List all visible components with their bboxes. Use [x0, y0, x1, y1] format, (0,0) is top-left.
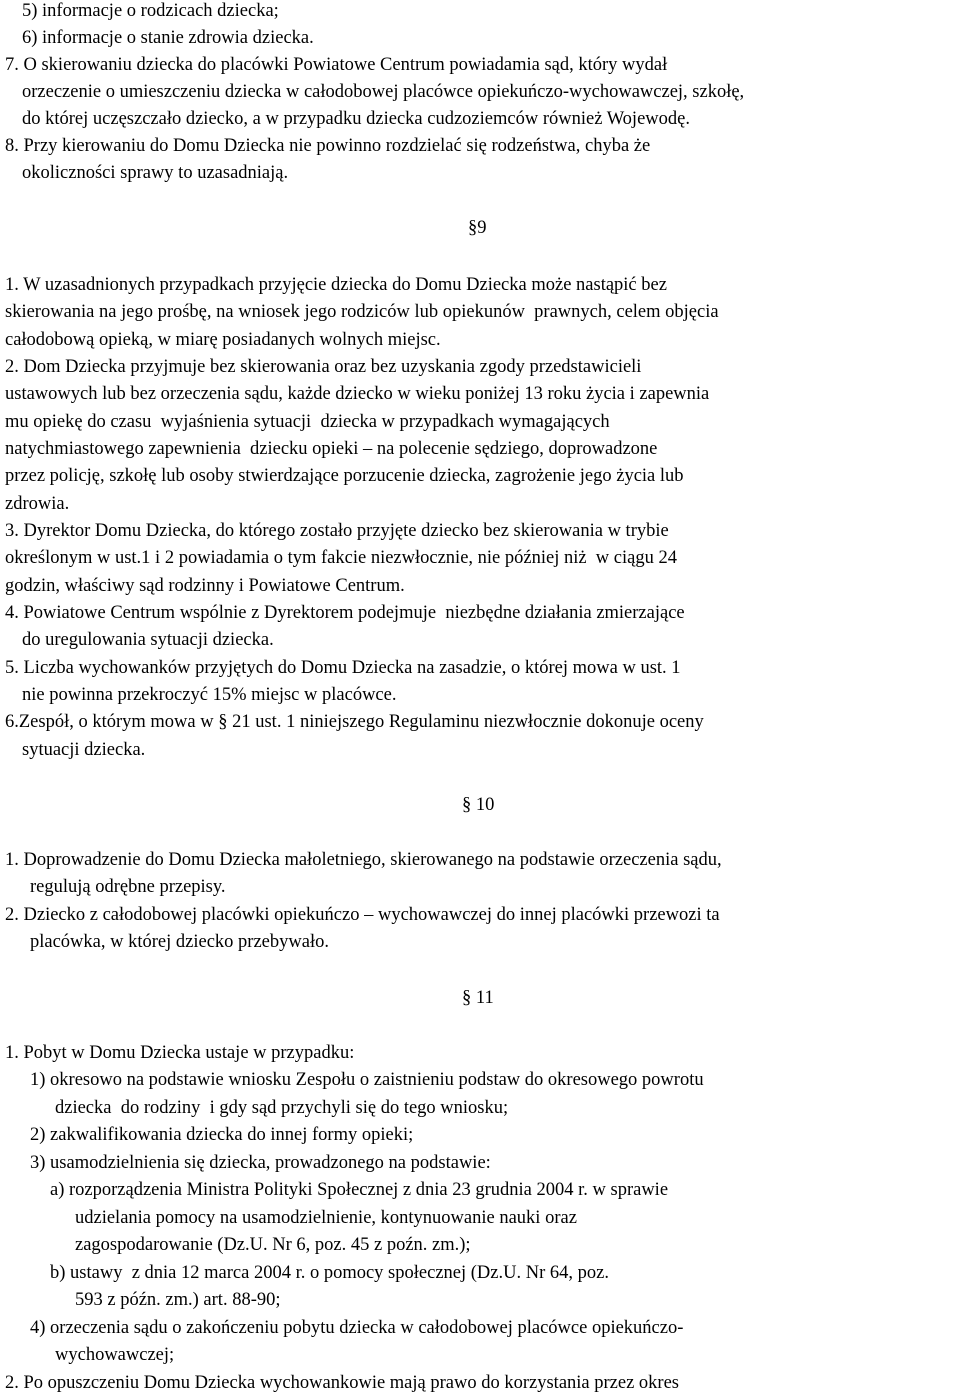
text-line: 1. W uzasadnionych przypadkach przyjęcie dziecka do Domu Dziecka może nastąpić bez: [5, 275, 667, 295]
text-line: godzin, właściwy sąd rodzinny i Powiatowe Centrum.: [5, 576, 405, 596]
text-line: 1. Pobyt w Domu Dziecka ustaje w przypadku:: [5, 1043, 355, 1063]
text-line: 5) informacje o rodzicach dziecka;: [22, 1, 279, 21]
text-line: placówka, w której dziecko przebywało.: [30, 932, 329, 952]
text-line: 593 z późn. zm.) art. 88-90;: [75, 1290, 281, 1310]
text-line: 7. O skierowaniu dziecka do placówki Powiatowe Centrum powiadamia sąd, który wydał: [5, 55, 668, 75]
text-line: zagospodarowanie (Dz.U. Nr 6, poz. 45 z poźn. zm.);: [75, 1235, 471, 1255]
text-line: mu opiekę do czasu wyjaśnienia sytuacji dziecka w przypadkach wymagających: [5, 412, 610, 432]
text-line: b) ustawy z dnia 12 marca 2004 r. o pomocy społecznej (Dz.U. Nr 64, poz.: [50, 1263, 609, 1283]
section-heading: §9: [468, 218, 487, 238]
section-heading: § 10: [462, 795, 495, 815]
text-line: przez policję, szkołę lub osoby stwierdzające porzucenie dziecka, zagrożenie jego życia lub: [5, 466, 684, 486]
text-line: 4) orzeczenia sądu o zakończeniu pobytu dziecka w całodobowej placówce opiekuńczo-: [30, 1318, 684, 1338]
text-line: ustawowych lub bez orzeczenia sądu, każde dziecko w wieku poniżej 13 roku życia i zapewnia: [5, 384, 710, 404]
text-line: 8. Przy kierowaniu do Domu Dziecka nie powinno rozdzielać się rodzeństwa, chyba że: [5, 136, 651, 156]
text-line: natychmiastowego zapewnienia dziecku opieki – na polecenie sędziego, doprowadzone: [5, 439, 658, 459]
text-line: określonym w ust.1 i 2 powiadamia o tym fakcie niezwłocznie, nie później niż w ciągu 24: [5, 548, 677, 568]
text-line: do której uczęszczało dziecko, a w przypadku dziecka cudzoziemców również Wojewodę.: [22, 109, 690, 129]
text-line: okoliczności sprawy to uzasadniają.: [22, 163, 289, 183]
text-line: orzeczenie o umieszczeniu dziecka w całodobowej placówce opiekuńczo-wychowawczej, szkołę,: [22, 82, 745, 102]
text-line: 4. Powiatowe Centrum wspólnie z Dyrektorem podejmuje niezbędne działania zmierzające: [5, 603, 685, 623]
text-line: wychowawczej;: [55, 1345, 175, 1365]
text-line: 5. Liczba wychowanków przyjętych do Domu Dziecka na zasadzie, o której mowa w ust. 1: [5, 658, 681, 678]
text-line: regulują odrębne przepisy.: [30, 877, 226, 897]
text-line: 3. Dyrektor Domu Dziecka, do którego zostało przyjęte dziecko bez skierowania w trybie: [5, 521, 669, 541]
text-line: skierowania na jego prośbę, na wniosek jego rodziców lub opiekunów prawnych, celem objęcia: [5, 302, 719, 322]
text-line: całodobową opieką, w miarę posiadanych wolnych miejsc.: [5, 330, 441, 350]
text-line: 2. Po opuszczeniu Domu Dziecka wychowankowie mają prawo do korzystania przez okres: [5, 1373, 679, 1393]
text-line: zdrowia.: [5, 494, 70, 514]
text-line: dziecka do rodziny i gdy sąd przychyli się do tego wniosku;: [55, 1098, 509, 1118]
text-line: 2. Dom Dziecka przyjmuje bez skierowania oraz bez uzyskania zgody przedstawicieli: [5, 357, 642, 377]
text-line: 6.Zespół, o którym mowa w § 21 ust. 1 niniejszego Regulaminu niezwłocznie dokonuje oceny: [5, 712, 704, 732]
section-heading: § 11: [462, 988, 494, 1008]
text-line: udzielania pomocy na usamodzielnienie, kontynuowanie nauki oraz: [75, 1208, 577, 1228]
text-line: sytuacji dziecka.: [22, 740, 146, 760]
text-line: 6) informacje o stanie zdrowia dziecka.: [22, 28, 314, 48]
text-line: 2) zakwalifikowania dziecka do innej formy opieki;: [30, 1125, 414, 1145]
text-line: do uregulowania sytuacji dziecka.: [22, 630, 274, 650]
text-line: a) rozporządzenia Ministra Polityki Społecznej z dnia 23 grudnia 2004 r. w sprawie: [50, 1180, 669, 1200]
text-line: nie powinna przekroczyć 15% miejsc w placówce.: [22, 685, 397, 705]
text-line: 3) usamodzielnienia się dziecka, prowadzonego na podstawie:: [30, 1153, 491, 1173]
text-line: 1) okresowo na podstawie wniosku Zespołu o zaistnieniu podstaw do okresowego powrotu: [30, 1070, 704, 1090]
text-line: 2. Dziecko z całodobowej placówki opiekuńczo – wychowawczej do innej placówki przewozi ta: [5, 905, 720, 925]
text-line: 1. Doprowadzenie do Domu Dziecka małoletniego, skierowanego na podstawie orzeczenia sądu,: [5, 850, 722, 870]
